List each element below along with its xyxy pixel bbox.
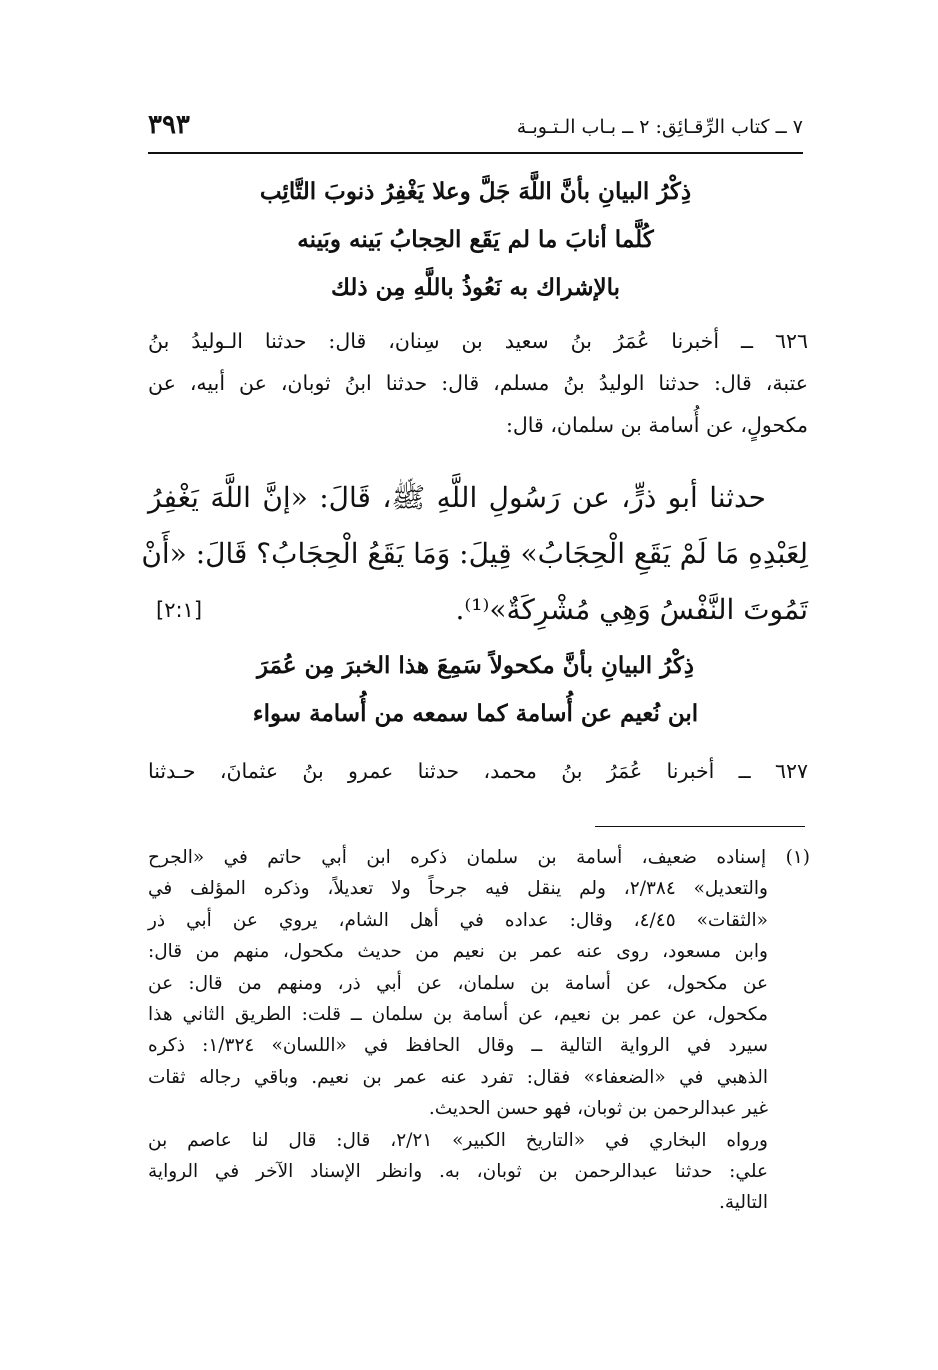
heading-line: كُلَّما أنابَ ما لم يَقَع الحِجابُ بَينه وبَينه: [297, 226, 654, 253]
running-header: [148, 108, 803, 154]
page-number: ٣٩٣: [148, 110, 190, 140]
footnote-1: [148, 842, 810, 1219]
footnote-line: «الثقات» ٤/٤٥، وقال: عداده في أهل الشام، يروي عن أبي ذر: [148, 909, 769, 931]
reference-tag: [٢:١]: [156, 598, 203, 622]
text-line: لِعَبْدِهِ مَا لَمْ يَقَعِ الْحِجَابُ» قِيلَ: وَمَا يَقَعُ الْحِجَابُ؟ قَالَ: «أَنْ: [141, 537, 808, 570]
heading-line: ذِكْرُ البيانِ بأنَّ اللَّهَ جَلَّ وعلا يَغْفِرُ ذنوبَ التَّائِب: [259, 178, 692, 205]
text-line: تَمُوتَ النَّفْسُ وَهِي مُشْرِكَةٌ»⁽¹⁾.: [455, 593, 808, 626]
section-heading-626: [148, 168, 803, 312]
footnote-line: سيرد في الرواية التالية ــ وقال الحافظ في «اللسان» ١/٣٢٤: ذكره: [148, 1035, 768, 1057]
text-line-last: [148, 582, 808, 638]
footnote-line: عن مكحول، عن أسامة بن سلمان، عن أبي ذر، ومنهم من قال: عن: [148, 972, 768, 994]
heading-line: ابن نُعيم عن أُسامة كما سمعه من أُسامة سواء: [252, 700, 699, 727]
footnote-line: مكحول، عن عمر بن نعيم، عن أسامة بن سلمان ــ قلت: الطريق الثاني هذا: [148, 1004, 768, 1026]
footnote-line: وابن مسعود، روى عنه عمر بن نعيم من حديث مكحول، منهم من قال:: [148, 941, 768, 963]
section-heading-627: [148, 642, 803, 738]
text-line: مكحولٍ، عن أُسامة بن سلمان، قال:: [505, 413, 808, 437]
text-line: عتبة، قال: حدثنا الوليدُ بنُ مسلم، قال: حدثنا ابنُ ثوبان، عن أبيه، عن: [148, 371, 808, 395]
footnote-line: الذهبي في «الضعفاء» فقال: تفرد عنه عمر بن نعيم. وباقي رجاله ثقات: [148, 1066, 768, 1088]
footnote-line: التالية.: [718, 1192, 768, 1214]
text-line: حدثنا أبو ذرٍّ، عن رَسُولِ اللَّهِ ﷺ، قَالَ: «إنَّ اللَّهَ يَغْفِرُ: [148, 481, 766, 514]
text-line: ٦٢٧ ــ أخبرنا عُمَرُ بنُ محمد، حدثنا عمرو بنُ عثمانَ، حـدثنا: [148, 759, 808, 783]
heading-line: بالإشراك به نَعُوذُ باللَّهِ مِن ذلك: [330, 274, 621, 301]
footnote-line: علي: حدثنا عبدالرحمن بن ثوبان، به. وانظر الإسناد الآخر في الرواية: [148, 1161, 768, 1183]
footnote-line: (١) إسناده ضعيف، أسامة بن سلمان ذكره ابن أبي حاتم في «الجرح: [148, 847, 810, 868]
isnad-626: [148, 320, 808, 446]
chapter-title: ٧ ــ كتاب الرِّقـائِق: ٢ ــ بـاب الـتـوبـة: [516, 116, 803, 138]
hadith-text-626: [141, 470, 808, 638]
footnote-line: غير عبدالرحمن بن ثوبان، فهو حسن الحديث.: [428, 1098, 768, 1120]
text-line: ٦٢٦ ــ أخبرنا عُمَرُ بنُ سعيد بن سِنان، قال: حدثنا الـوليدُ بنُ: [148, 329, 808, 353]
footnote-line: ورواه البخاري في «التاريخ الكبير» ٢/٢١، قال: قال لنا عاصم بن: [148, 1129, 768, 1151]
isnad-627: [148, 750, 808, 792]
footnote-separator: [595, 826, 805, 827]
footnote-line: والتعديل» ٢/٣٨٤، ولم ينقل فيه جرحاً ولا تعديلاً، وذكره المؤلف في: [148, 878, 768, 900]
heading-line: ذِكْرُ البيانِ بأنَّ مكحولاً سَمِعَ هذا الخبرَ مِن عُمَرَ: [256, 652, 695, 679]
